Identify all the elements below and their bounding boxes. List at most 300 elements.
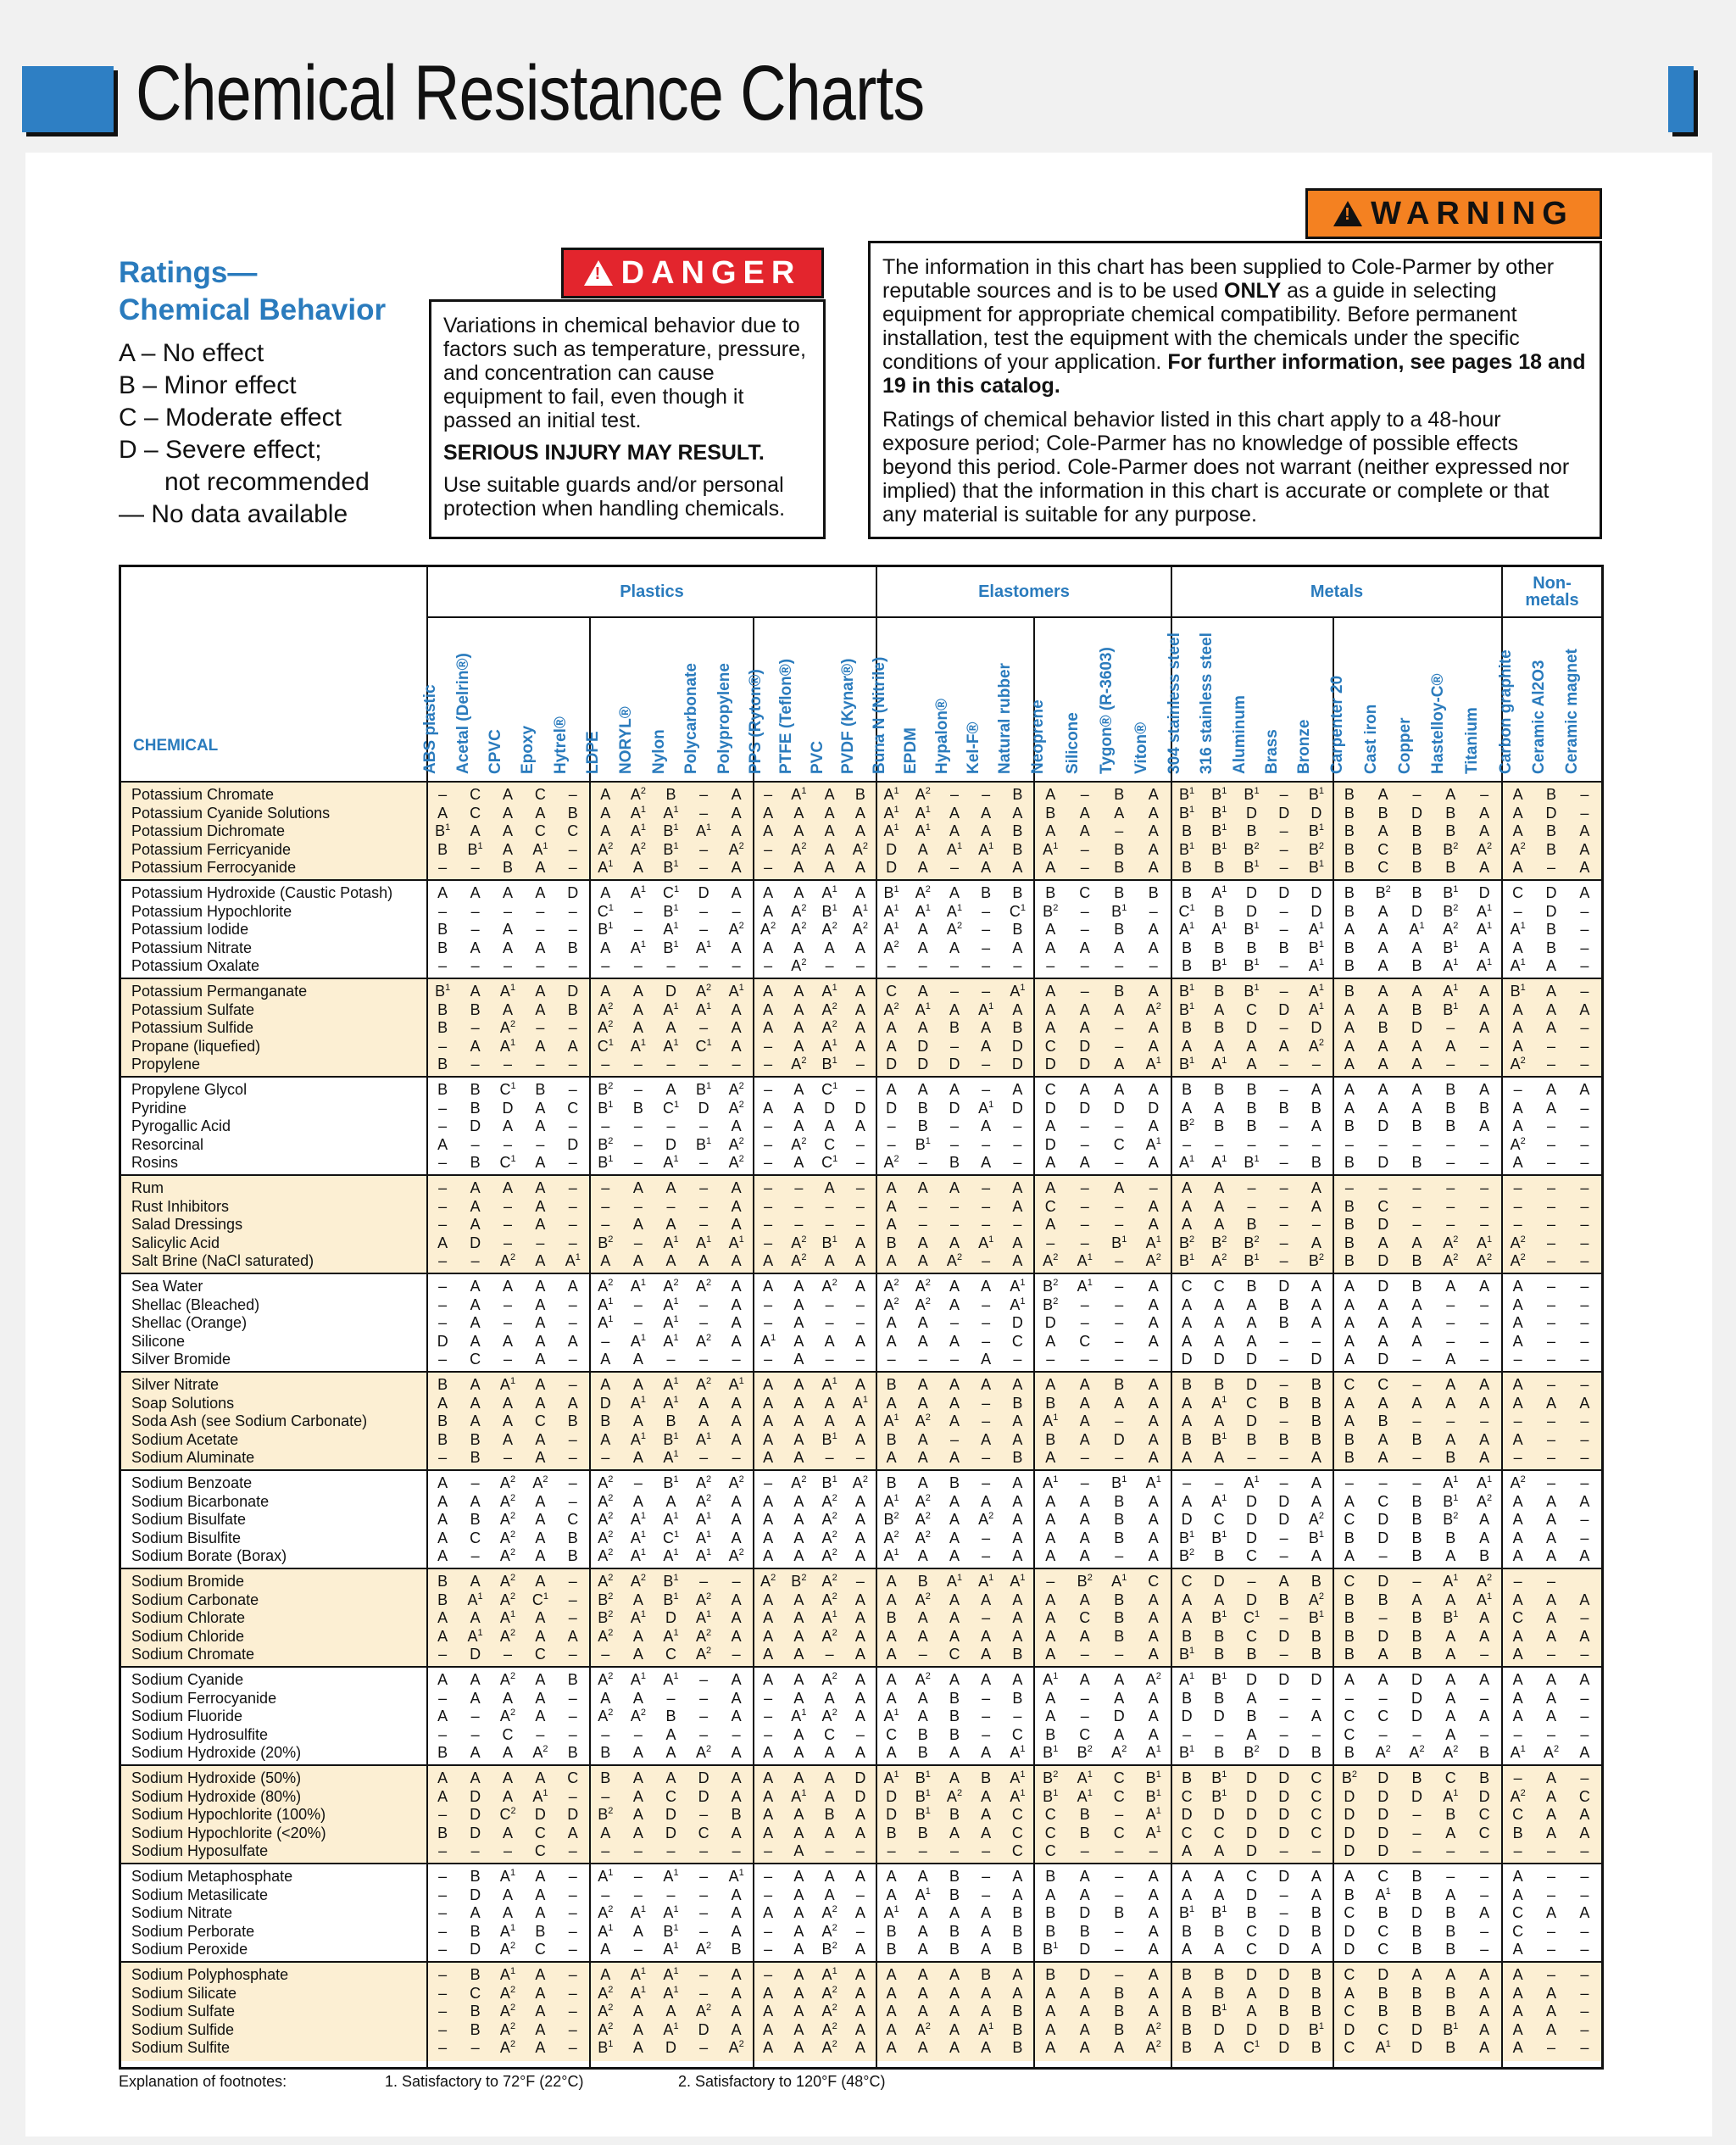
rating-cell: A — [731, 1332, 742, 1350]
rating-cell: $A^2$ — [728, 1081, 744, 1098]
rating-cell: – — [568, 1056, 577, 1073]
rating-cell: – — [1247, 1135, 1256, 1153]
rating-cell: $C^1$ — [1243, 1609, 1260, 1627]
rating-cell: A — [1545, 1708, 1556, 1725]
chemical-name: Sodium Hydroxide (80%) — [131, 1787, 302, 1805]
rating-cell: $A^1$ — [1443, 957, 1459, 975]
rating-cell: – — [1580, 786, 1589, 803]
rating-cell: – — [1546, 859, 1555, 877]
rating-cell: $A^1$ — [598, 1295, 614, 1313]
rating-cell: A — [1148, 1922, 1159, 1940]
rating-cell: B — [1114, 1511, 1125, 1529]
rating-cell: $C^1$ — [499, 1154, 516, 1172]
rating-cell: $A^2$ — [1308, 1511, 1324, 1529]
rating-cell: B — [665, 1412, 676, 1430]
rating-cell: A — [949, 1081, 960, 1098]
rating-cell: – — [503, 902, 512, 920]
rating-cell: C — [1344, 1966, 1355, 1983]
rating-cell: $A^1$ — [630, 1671, 646, 1688]
rating-cell: A — [632, 1412, 643, 1430]
rating-cell: B — [1479, 1769, 1490, 1786]
rating-cell: – — [1115, 1842, 1124, 1860]
rating-cell: B — [981, 1966, 992, 1983]
rating-cell: A — [1512, 1627, 1523, 1645]
rating-cell: A — [1045, 2003, 1056, 2020]
rating-cell: A — [1045, 1154, 1056, 1172]
rating-cell: – — [699, 1117, 709, 1135]
rating-cell: $A^1$ — [663, 1941, 679, 1958]
rating-cell: A — [1512, 1689, 1523, 1707]
rating-cell: A — [981, 1941, 992, 1958]
chemical-name: Propylene — [131, 1056, 201, 1073]
rating-cell: A — [1246, 1314, 1257, 1332]
rating-cell: – — [568, 1474, 577, 1491]
rating-cell: $A^2$ — [598, 840, 614, 858]
rating-cell: B — [1344, 1154, 1355, 1172]
rating-cell: – — [503, 957, 512, 975]
rating-cell: – — [568, 1842, 577, 1860]
rating-cell: A — [793, 1000, 804, 1018]
rating-cell: – — [1115, 1886, 1124, 1903]
rating-cell: $A^1$ — [1211, 1492, 1227, 1510]
rating-cell: $B^2$ — [598, 1135, 614, 1153]
rating-cell: $A^2$ — [915, 1295, 931, 1313]
rating-cell: – — [1080, 1314, 1089, 1332]
rating-cell: D — [502, 1099, 514, 1117]
rating-cell: – — [982, 1179, 991, 1196]
rating-cell: A — [1079, 2003, 1090, 2020]
rating-cell: $B^1$ — [1308, 2020, 1324, 2038]
rating-cell: – — [568, 1609, 577, 1627]
rating-cell: D — [665, 1824, 676, 1841]
rating-cell: – — [1215, 1725, 1224, 1743]
rating-cell: C — [1512, 1806, 1524, 1824]
rating-cell: C — [1344, 1725, 1355, 1743]
rating-cell: $A^2$ — [598, 1492, 614, 1510]
rating-cell: A — [1079, 1000, 1090, 1018]
rating-cell: – — [1480, 1646, 1489, 1663]
rating-cell: $C^1$ — [662, 1099, 680, 1117]
rating-cell: – — [438, 2020, 448, 2038]
rating-cell: A — [793, 1278, 804, 1295]
column-header: Carpenter 20 — [1327, 675, 1346, 774]
rating-cell: A — [1148, 1314, 1159, 1332]
rating-cell: D — [1478, 884, 1490, 901]
rating-cell: A — [1114, 2039, 1125, 2057]
rating-cell: C — [1377, 859, 1389, 877]
rating-cell: B — [824, 1806, 835, 1824]
rating-cell: D — [1278, 1966, 1290, 1983]
rating-cell: – — [982, 1252, 991, 1270]
rating-cell: A — [698, 1252, 709, 1270]
rating-cell: – — [1279, 1886, 1288, 1903]
rating-cell: A — [1214, 1216, 1225, 1234]
rating-cell: A — [600, 786, 611, 803]
rating-cell: D — [1246, 1412, 1257, 1430]
rating-cell: – — [1115, 1314, 1124, 1332]
rating-cell: $A^1$ — [1477, 957, 1493, 975]
rating-cell: $B^1$ — [663, 840, 679, 858]
rating-cell: A — [949, 1179, 960, 1196]
rating-cell: B — [1545, 840, 1556, 858]
rating-cell: $A^2$ — [915, 1511, 931, 1529]
rating-cell: – — [1580, 1449, 1589, 1467]
rating-cell: – — [1480, 1725, 1489, 1743]
rating-cell: $A^1$ — [883, 786, 899, 803]
rating-cell: A — [1182, 1394, 1193, 1412]
rating-cell: $A^1$ — [696, 1609, 712, 1627]
rating-cell: A — [731, 1966, 742, 1983]
rating-cell: – — [1247, 1449, 1256, 1467]
rating-cell: B — [1214, 1117, 1225, 1135]
rating-cell: A — [793, 1671, 804, 1688]
rating-cell: – — [699, 1966, 709, 1983]
rating-cell: $A^2$ — [499, 1573, 516, 1590]
rating-cell: $A^1$ — [915, 804, 931, 822]
rating-cell: A — [1079, 1547, 1090, 1565]
rating-cell: – — [1580, 1314, 1589, 1332]
rating-cell: A — [917, 1179, 928, 1196]
rating-cell: A — [793, 1591, 804, 1608]
rating-cell: $B^1$ — [663, 1591, 679, 1608]
rating-cell: – — [1412, 1449, 1422, 1467]
table-row — [121, 1449, 1601, 1468]
rating-cell: A — [854, 2003, 865, 2020]
rating-cell: A — [854, 1609, 865, 1627]
rating-cell: B — [1411, 1941, 1422, 1958]
rating-cell: B — [1114, 1591, 1125, 1608]
rating-cell: – — [438, 1941, 448, 1958]
rating-cell: – — [470, 1135, 480, 1153]
rating-cell: C — [1377, 1868, 1389, 1885]
rating-cell: A — [1579, 822, 1590, 840]
rating-cell: – — [568, 786, 577, 803]
rating-cell: D — [1278, 1922, 1290, 1940]
rating-cell: A — [763, 1529, 774, 1546]
rating-cell: A — [1045, 1376, 1056, 1393]
rating-cell: A — [917, 1547, 928, 1565]
rating-cell: C — [534, 786, 546, 803]
rating-cell: $B^2$ — [1244, 1234, 1260, 1251]
rating-cell: B — [1012, 1922, 1023, 1940]
rating-cell: A — [1512, 1117, 1523, 1135]
rating-cell: $A^1$ — [467, 1591, 483, 1608]
rating-cell: $A^2$ — [1145, 1000, 1161, 1018]
rating-cell: – — [699, 1886, 709, 1903]
rating-cell: A — [1214, 1179, 1225, 1196]
rating-cell: A — [600, 1430, 611, 1448]
rating-cell: A — [731, 1922, 742, 1940]
rating-cell: $A^2$ — [1510, 1474, 1526, 1491]
rating-cell: – — [1115, 1412, 1124, 1430]
rating-cell: A — [1445, 1394, 1456, 1412]
rating-cell: – — [438, 1806, 448, 1824]
rating-cell: – — [1480, 1868, 1489, 1885]
rating-cell: A — [1310, 1886, 1321, 1903]
rating-cell: A — [854, 884, 865, 901]
rating-cell: $A^1$ — [760, 1332, 776, 1350]
table-row — [121, 1019, 1601, 1038]
column-header: Bronze — [1294, 719, 1313, 774]
chemical-name: Sodium Chlorate — [131, 1609, 246, 1627]
table-row — [121, 1038, 1601, 1056]
rating-cell: A — [763, 939, 774, 956]
rating-cell: A — [981, 2003, 992, 2020]
rating-cell: A — [1278, 1037, 1289, 1055]
rating-cell: $A^1$ — [1010, 1787, 1026, 1805]
rating-cell: $B^1$ — [821, 1430, 837, 1448]
rating-cell: A — [1079, 2020, 1090, 2038]
table-row — [121, 1117, 1601, 1136]
chemical-name: Silver Bromide — [131, 1351, 231, 1368]
rating-cell: – — [1546, 1332, 1555, 1350]
rating-cell: – — [633, 1295, 643, 1313]
table-row — [121, 1431, 1601, 1450]
rating-cell: A — [1545, 1806, 1556, 1824]
rating-cell: A — [1182, 1314, 1193, 1332]
rating-cell: A — [917, 1922, 928, 1940]
rating-cell: A — [535, 1547, 546, 1565]
rating-cell: $A^1$ — [663, 1984, 679, 2002]
rating-cell: – — [855, 1449, 865, 1467]
rating-cell: A — [502, 1744, 513, 1762]
rating-cell: A — [793, 1966, 804, 1983]
rating-cell: A — [917, 1376, 928, 1393]
rating-cell: $B^1$ — [821, 1234, 837, 1251]
rating-cell: – — [1480, 1351, 1489, 1368]
rating-cell: $A^2$ — [1111, 1744, 1127, 1762]
rating-cell: A — [949, 1394, 960, 1412]
rating-cell: – — [1580, 1842, 1589, 1860]
rating-cell: – — [764, 1234, 773, 1251]
rating-cell: A — [1377, 1099, 1388, 1117]
rating-cell: A — [854, 1430, 865, 1448]
chemical-name: Potassium Ferrocyanide — [131, 859, 297, 877]
rating-cell: – — [1279, 1529, 1288, 1546]
rating-cell: – — [438, 1904, 448, 1922]
rating-cell: A — [535, 1904, 546, 1922]
rating-cell: – — [825, 1295, 834, 1313]
rating-cell: A — [731, 859, 742, 877]
rating-cell: – — [699, 957, 709, 975]
rating-cell: $A^1$ — [630, 804, 646, 822]
rating-cell: A — [1344, 1056, 1355, 1073]
rating-cell: A — [665, 1769, 676, 1786]
rating-cell: – — [1446, 1295, 1455, 1313]
rating-cell: – — [438, 957, 448, 975]
rating-cell: – — [1115, 1117, 1124, 1135]
rating-cell: A — [470, 1197, 481, 1215]
warning-label: WARNING — [1371, 195, 1574, 231]
rating-cell: A — [502, 1689, 513, 1707]
chemical-name: Sodium Bicarbonate — [131, 1492, 270, 1510]
rating-cell: C — [1377, 1708, 1389, 1725]
rating-cell: A — [535, 2003, 546, 2020]
rating-cell: D — [1278, 804, 1290, 822]
rating-cell: – — [1546, 1376, 1555, 1393]
rating-cell: C — [1011, 1725, 1023, 1743]
rating-cell: $C^1$ — [597, 902, 614, 920]
rating-cell: A — [1246, 2003, 1257, 2020]
rating-cell: $B^1$ — [1179, 1904, 1195, 1922]
rating-cell: $A^2$ — [915, 1591, 931, 1608]
table-row — [121, 1395, 1601, 1413]
rating-cell: A — [1445, 1824, 1456, 1841]
rating-cell: – — [699, 1868, 709, 1885]
rating-cell: – — [1115, 1332, 1124, 1350]
column-header: Carbon graphite — [1496, 649, 1515, 774]
rating-cell: B — [470, 1511, 481, 1529]
rating-cell: A — [949, 1234, 960, 1251]
rating-cell: $B^1$ — [1443, 1000, 1459, 1018]
column-header: PVDF (Kynar®) — [838, 658, 857, 774]
rating-cell: D — [567, 884, 579, 901]
rating-cell: – — [1446, 1314, 1455, 1332]
rating-cell: – — [855, 1197, 865, 1215]
rating-cell: $A^1$ — [946, 1573, 963, 1590]
rating-cell: A — [1182, 1179, 1193, 1196]
rating-cell: B — [1377, 2003, 1388, 2020]
rating-cell: D — [1246, 1529, 1257, 1546]
rating-cell: A — [886, 2003, 897, 2020]
rating-cell: A — [1512, 1492, 1523, 1510]
rating-cell: $A^2$ — [598, 1278, 614, 1295]
rating-cell: – — [949, 859, 959, 877]
rating-cell: – — [1546, 1725, 1555, 1743]
rating-cell: B — [1445, 1449, 1456, 1467]
rating-cell: – — [666, 1842, 676, 1860]
rating-cell: D — [1377, 1787, 1389, 1805]
rating-cell: A — [567, 1278, 578, 1295]
rating-cell: A — [470, 1904, 481, 1922]
rating-cell: – — [536, 1135, 545, 1153]
rating-cell: A — [1045, 983, 1056, 1000]
rating-cell: $B^1$ — [663, 939, 679, 956]
rating-cell: $C^1$ — [597, 1037, 614, 1055]
table-row — [121, 1985, 1601, 2003]
rating-cell: A — [917, 1252, 928, 1270]
rating-cell: $A^1$ — [630, 1394, 646, 1412]
rating-cell: $A^1$ — [1111, 1573, 1127, 1590]
rating-cell: B — [981, 884, 992, 901]
rating-cell: – — [732, 1573, 741, 1590]
table-row — [121, 1234, 1601, 1253]
rating-cell: A — [793, 1376, 804, 1393]
rating-cell: – — [1080, 1449, 1089, 1467]
rating-cell: D — [1011, 1056, 1023, 1073]
rating-cell: A — [502, 1430, 513, 1448]
rating-cell: – — [1279, 859, 1288, 877]
rating-cell: – — [666, 1117, 676, 1135]
rating-cell: B — [1310, 1904, 1321, 1922]
rating-cell: B — [886, 1430, 897, 1448]
rating-cell: $A^1$ — [663, 1000, 679, 1018]
rating-cell: – — [1580, 2003, 1589, 2020]
rating-cell: A — [535, 2039, 546, 2057]
rating-cell: – — [764, 859, 773, 877]
rating-cell: A — [535, 1332, 546, 1350]
rating-cell: B — [437, 1000, 448, 1018]
rating-cell: – — [855, 1056, 865, 1073]
rating-cell: B — [1344, 983, 1355, 1000]
rating-cell: $A^2$ — [696, 1492, 712, 1510]
rating-cell: $A^2$ — [821, 1573, 837, 1590]
rating-cell: $B^2$ — [598, 1081, 614, 1098]
rating-cell: – — [1546, 1842, 1555, 1860]
chemical-name: Sodium Fluoride — [131, 1708, 243, 1725]
rating-cell: $A^1$ — [663, 804, 679, 822]
rating-cell: A — [854, 1511, 865, 1529]
rating-cell: – — [764, 1689, 773, 1707]
rating-cell: C — [886, 1725, 898, 1743]
rating-cell: $A^2$ — [728, 1154, 744, 1172]
rating-cell: A — [535, 804, 546, 822]
rating-cell: – — [1115, 1922, 1124, 1940]
rating-cell: $A^1$ — [696, 1234, 712, 1251]
rating-cell: A — [1214, 1449, 1225, 1467]
rating-cell: B — [1377, 1019, 1388, 1037]
rating-cell: A — [1445, 1886, 1456, 1903]
rating-cell: A — [470, 1295, 481, 1313]
rating-cell: A — [1479, 1394, 1490, 1412]
rating-cell: D — [1411, 1708, 1422, 1725]
rating-cell: $A^2$ — [883, 1154, 899, 1172]
rating-cell: – — [949, 983, 959, 1000]
rating-cell: A — [502, 1278, 513, 1295]
rating-cell: $B^2$ — [1043, 1769, 1059, 1786]
rating-cell: A — [793, 1922, 804, 1940]
rating-cell: $A^2$ — [499, 1511, 516, 1529]
rating-cell: D — [1213, 1806, 1225, 1824]
danger-label: DANGER — [620, 254, 802, 291]
rating-cell: A — [731, 1511, 742, 1529]
rating-cell: A — [1148, 1725, 1159, 1743]
rating-cell: A — [886, 2020, 897, 2038]
rating-cell: – — [1115, 1449, 1124, 1467]
rating-cell: – — [568, 1591, 577, 1608]
table-row — [121, 1474, 1601, 1493]
rating-cell: – — [438, 1868, 448, 1885]
rating-cell: A — [886, 1019, 897, 1037]
rating-cell: B — [1344, 1529, 1355, 1546]
rating-cell: $A^1$ — [630, 1037, 646, 1055]
rating-cell: $A^2$ — [915, 786, 931, 803]
chemical-name: Potassium Permanganate — [131, 983, 308, 1000]
rating-cell: A — [1079, 1591, 1090, 1608]
rating-cell: D — [1181, 1806, 1193, 1824]
rating-cell: A — [1045, 1216, 1056, 1234]
rating-cell: A — [731, 884, 742, 901]
rating-cell: D — [698, 1099, 709, 1117]
rating-cell: A — [949, 1000, 960, 1018]
rating-cell: – — [825, 1449, 834, 1467]
rating-cell: A — [1512, 1314, 1523, 1332]
rating-cell: B — [1411, 1886, 1422, 1903]
rating-cell: – — [536, 1019, 545, 1037]
table-row — [121, 786, 1601, 805]
chemical-name: Sodium Hyposulfate — [131, 1842, 269, 1860]
rating-cell: – — [1080, 1179, 1089, 1196]
rating-cell: A — [1148, 786, 1159, 803]
rating-cell: A — [854, 2039, 865, 2057]
rating-cell: – — [1115, 1941, 1124, 1958]
rating-cell: A — [1148, 1984, 1159, 2002]
rating-cell: – — [1279, 1547, 1288, 1565]
rating-cell: – — [825, 1842, 834, 1860]
rating-cell: $A^1$ — [1179, 1671, 1195, 1688]
rating-cell: B — [1278, 1394, 1289, 1412]
rating-cell: $A^2$ — [499, 1474, 516, 1491]
